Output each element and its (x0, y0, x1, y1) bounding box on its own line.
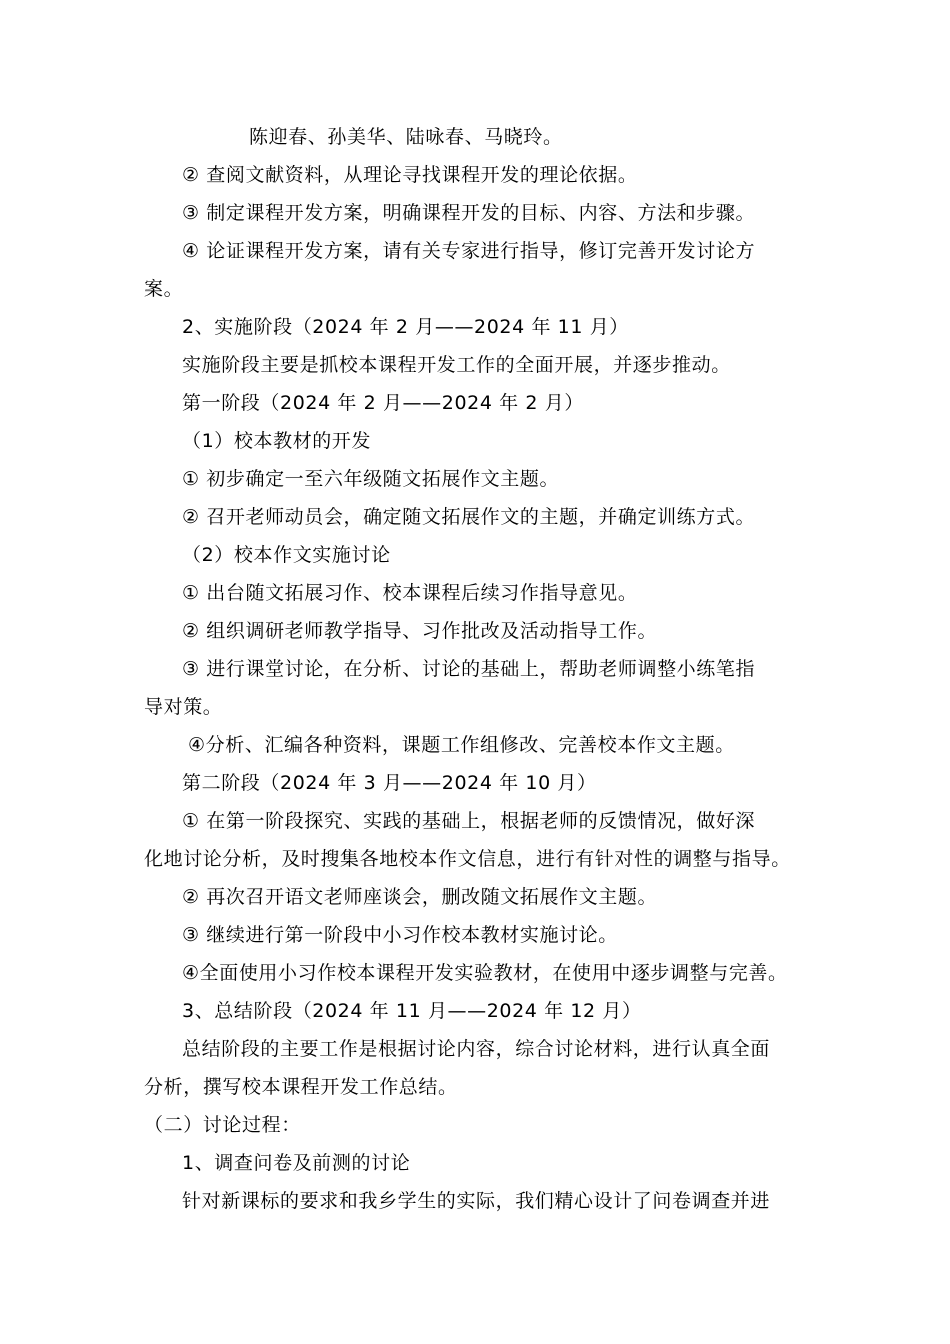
text-line-16: 导对策。 (144, 696, 223, 718)
text-line-17: ④分析、汇编各种资料，课题工作组修改、完善校本作文主题。 (188, 734, 735, 756)
section-heading-implementation: 2、实施阶段（2024 年 2 月——2024 年 11 月） (182, 316, 629, 338)
text-line-20: 化地讨论分析，及时搜集各地校本作文信息，进行有针对性的调整与指导。 (144, 848, 791, 870)
section-heading-process: （二）讨论过程： (144, 1114, 301, 1136)
phase-heading-1: 第一阶段（2024 年 2 月——2024 年 2 月） (182, 392, 584, 414)
text-line-25: 总结阶段的主要工作是根据讨论内容，综合讨论材料，进行认真全面 (182, 1038, 771, 1060)
text-line-13: ① 出台随文拓展习作、校本课程后续习作指导意见。 (182, 582, 638, 604)
text-line-5: 案。 (144, 278, 184, 300)
text-line-3: ③ 制定课程开发方案，明确课程开发的目标、内容、方法和步骤。 (182, 202, 756, 224)
text-line-22: ③ 继续进行第一阶段中小习作校本教材实施讨论。 (182, 924, 618, 946)
subheading-2: （2）校本作文实施讨论 (182, 544, 391, 566)
text-line-26: 分析，撰写校本课程开发工作总结。 (144, 1076, 458, 1098)
text-line-2: ② 查阅文献资料，从理论寻找课程开发的理论依据。 (182, 164, 638, 186)
text-line-29: 针对新课标的要求和我乡学生的实际，我们精心设计了问卷调查并进 (182, 1190, 771, 1212)
text-line-4: ④ 论证课程开发方案，请有关专家进行指导，修订完善开发讨论方 (182, 240, 756, 262)
text-line-10: ① 初步确定一至六年级随文拓展作文主题。 (182, 468, 560, 490)
subheading-1: （1）校本教材的开发 (182, 430, 372, 452)
phase-heading-2: 第二阶段（2024 年 3 月——2024 年 10 月） (182, 772, 597, 794)
text-line-7: 实施阶段主要是抓校本课程开发工作的全面开展，并逐步推动。 (182, 354, 731, 376)
text-line-23: ④全面使用小习作校本课程开发实验教材，在使用中逐步调整与完善。 (182, 962, 788, 984)
text-line-11: ② 召开老师动员会，确定随文拓展作文的主题，并确定训练方式。 (182, 506, 756, 528)
section-heading-summary: 3、总结阶段（2024 年 11 月——2024 年 12 月） (182, 1000, 642, 1022)
text-line-15: ③ 进行课堂讨论，在分析、讨论的基础上，帮助老师调整小练笔指 (182, 658, 756, 680)
text-line-21: ② 再次召开语文老师座谈会，删改随文拓展作文主题。 (182, 886, 658, 908)
text-line-14: ② 组织调研老师教学指导、习作批改及活动指导工作。 (182, 620, 658, 642)
text-line-19: ① 在第一阶段探究、实践的基础上，根据老师的反馈情况，做好深 (182, 810, 756, 832)
text-line-1: 陈迎春、孙美华、陆咏春、马晓玲。 (249, 126, 563, 148)
subheading-survey: 1、调查问卷及前测的讨论 (182, 1152, 411, 1174)
